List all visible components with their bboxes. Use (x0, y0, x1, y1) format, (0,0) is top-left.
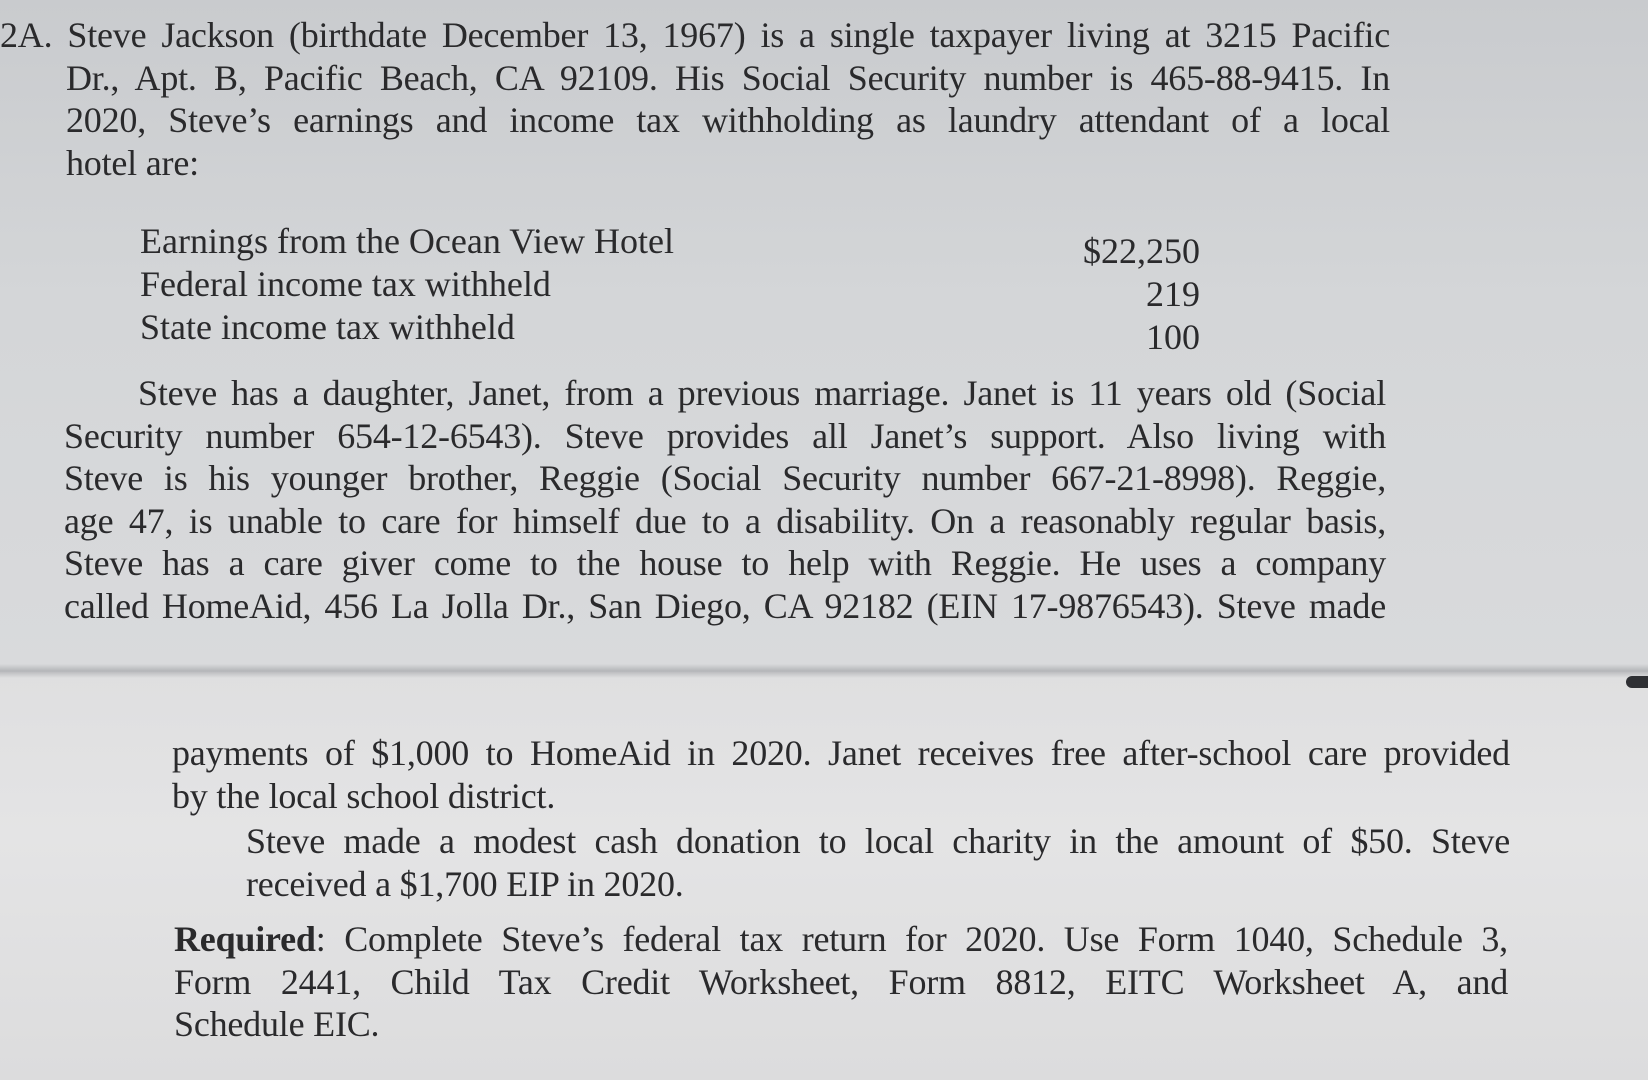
page-fold-shadow (0, 664, 1648, 678)
dependents-paragraph (64, 372, 1386, 627)
income-amount: $22,250 (1083, 231, 1200, 271)
intro-line: hotel are: (66, 142, 199, 183)
required-line (174, 918, 1508, 961)
income-amount: 219 (1146, 274, 1200, 314)
income-amount: 100 (1146, 317, 1200, 357)
problem-intro-paragraph (0, 14, 1390, 184)
paragraph-line: Steve has a care giver come to the house to help with Reggie. He uses a company (64, 543, 1386, 583)
required-line: Schedule EIC. (174, 1004, 380, 1044)
page-edge-marker (1626, 676, 1648, 688)
required-text: : Complete Steve’s federal tax return for 2020. Use Form 1040, Schedule 3, (315, 919, 1508, 959)
required-instructions (174, 918, 1508, 1046)
required-line: Form 2441, Child Tax Credit Worksheet, Form 8812, EITC Worksheet A, and (174, 961, 1508, 1002)
income-row-state-withheld (140, 306, 1200, 357)
paragraph-line: called HomeAid, 456 La Jolla Dr., San Diego, CA 92182 (EIN 17-9876543). Steve made (64, 585, 1386, 626)
paragraph-line: Steve has a daughter, Janet, from a previous marriage. Janet is 11 years old (Social (138, 373, 1386, 413)
intro-line: Dr., Apt. B, Pacific Beach, CA 92109. His Social Security number is 465-88-9415. In (66, 57, 1390, 98)
income-label: Federal income tax withheld (140, 264, 551, 304)
paragraph-line: received a $1,700 EIP in 2020. (246, 863, 684, 904)
paragraph-line: payments of $1,000 to HomeAid in 2020. Janet receives free after-school care provided (172, 733, 1510, 773)
intro-line: 2020, Steve’s earnings and income tax withholding as laundry attendant of a local (66, 100, 1390, 140)
income-row-federal-withheld (140, 263, 1200, 314)
required-label: Required (174, 919, 316, 959)
income-label: State income tax withheld (140, 307, 515, 347)
paragraph-line: Security number 654-12-6543). Steve provides all Janet’s support. Also living with (64, 415, 1386, 456)
income-table (140, 220, 1200, 357)
paragraph-line: by the local school district. (172, 775, 556, 816)
paragraph-line: Steve made a modest cash donation to local charity in the amount of $50. Steve (246, 821, 1510, 861)
income-label: Earnings from the Ocean View Hotel (140, 221, 675, 261)
income-row-earnings (140, 220, 1200, 271)
paragraph-line: Steve is his younger brother, Reggie (Social Security number 667-21-8998). Reggie, (64, 458, 1386, 498)
donation-paragraph (172, 820, 1510, 905)
payments-paragraph (172, 732, 1510, 817)
intro-line: 2A. Steve Jackson (birthdate December 13, 1967) is a single taxpayer living at 3215 Pacific (0, 15, 1390, 55)
paragraph-line: age 47, is unable to care for himself due to a disability. On a reasonably regular basis, (64, 500, 1386, 541)
